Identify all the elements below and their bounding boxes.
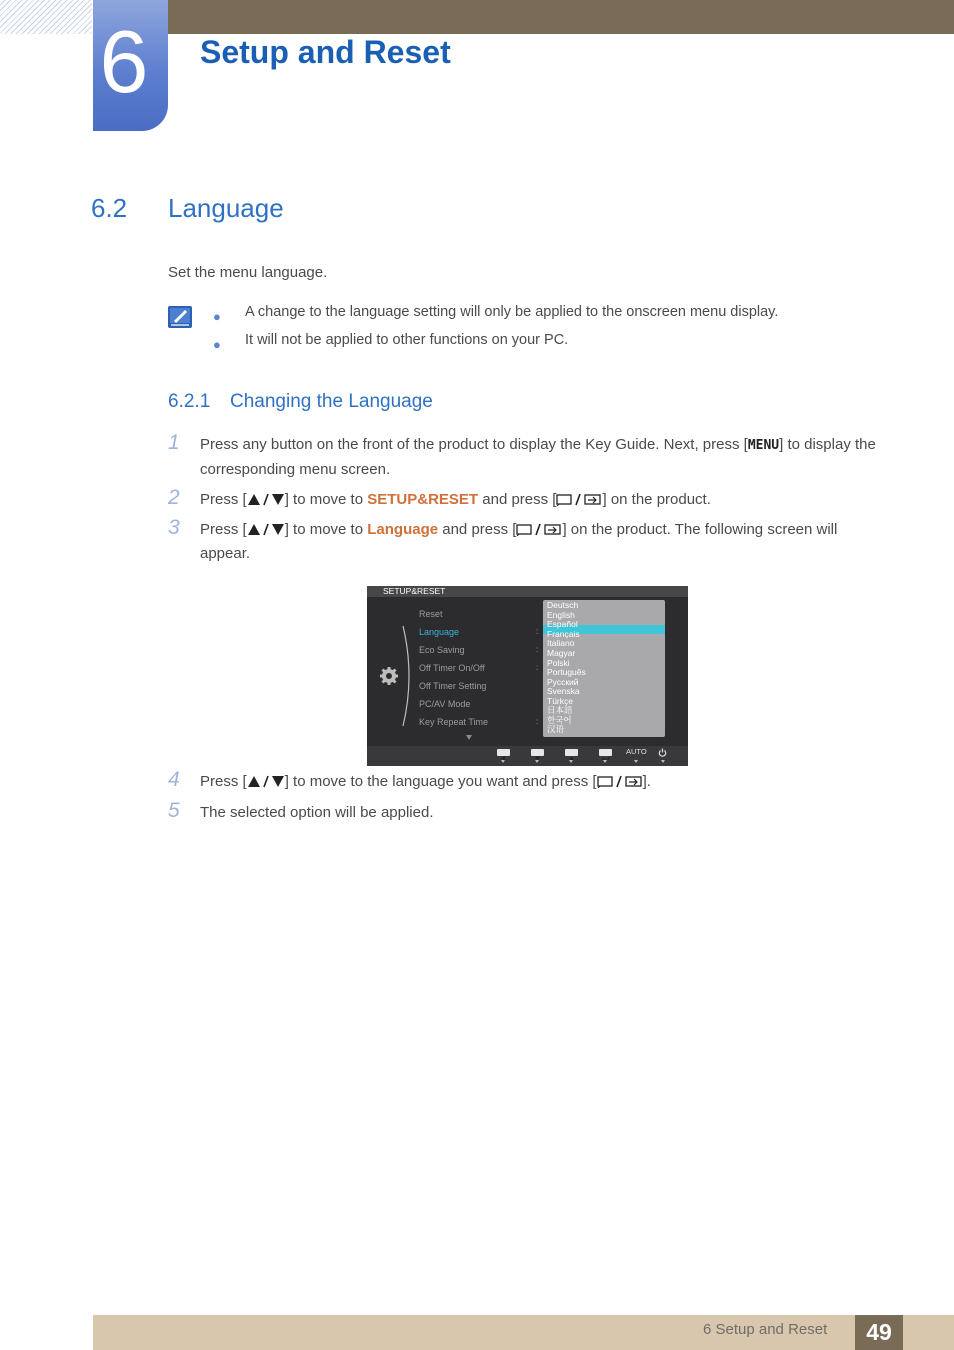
footer-chapter-label: 6 Setup and Reset: [703, 1321, 828, 1338]
osd-item-reset[interactable]: Reset: [419, 609, 443, 619]
scroll-down-icon: [466, 735, 472, 740]
language-option[interactable]: Svenska: [547, 686, 580, 696]
source-enter-icon: [556, 493, 602, 506]
setup-reset-highlight: SETUP&RESET: [367, 491, 479, 508]
osd-colon: :: [536, 663, 539, 672]
subsection-title: Changing the Language: [230, 391, 433, 412]
language-option[interactable]: Português: [547, 667, 586, 677]
language-highlight: Language: [367, 521, 439, 538]
menu-arc-decoration: [401, 624, 415, 728]
step-number: 4: [168, 768, 180, 791]
osd-item-eco-saving[interactable]: Eco Saving: [419, 645, 465, 655]
down-key-icon[interactable]: [531, 749, 544, 756]
up-down-arrow-icon: [247, 775, 285, 788]
language-option[interactable]: 汉语: [547, 724, 565, 734]
subsection-number: 6.2.1: [168, 391, 211, 412]
osd-colon: :: [536, 717, 539, 726]
step-number: 3: [168, 516, 180, 539]
language-option[interactable]: Deutsch: [547, 600, 579, 610]
bullet-dot: ●: [213, 309, 221, 324]
top-bar: [168, 0, 954, 34]
language-option[interactable]: Türkçe: [547, 696, 573, 706]
language-option[interactable]: Magyar: [547, 648, 576, 658]
osd-menu-screen: [367, 586, 688, 766]
source-enter-icon: [597, 775, 643, 788]
enter-key-icon[interactable]: [599, 749, 612, 756]
osd-item-off-timer-onoff[interactable]: Off Timer On/Off: [419, 663, 485, 673]
step-text-4: Press [ ] to move to the language you want and press [ ].: [200, 773, 651, 790]
step-text-2: Press [ ] to move to SETUP&RESET and press [ ] on the product.: [200, 491, 711, 508]
osd-item-off-timer-setting[interactable]: Off Timer Setting: [419, 681, 487, 691]
corner-hatch-decoration: [0, 0, 92, 34]
language-option[interactable]: Polski: [547, 658, 570, 668]
osd-item-pcav-mode[interactable]: PC/AV Mode: [419, 699, 471, 709]
language-option[interactable]: Español: [547, 619, 578, 629]
source-enter-icon: [516, 523, 562, 536]
section-title: Language: [168, 193, 284, 223]
language-option[interactable]: 日本語: [547, 705, 573, 715]
page-number: 49: [866, 1319, 892, 1345]
osd-colon: :: [536, 627, 539, 636]
language-option[interactable]: Italiano: [547, 638, 575, 648]
language-option[interactable]: 한국어: [547, 715, 572, 725]
power-icon[interactable]: [658, 748, 667, 757]
note-text-1: A change to the language setting will only be applied to the onscreen menu display.: [245, 304, 779, 320]
auto-key-label[interactable]: AUTO: [626, 747, 647, 756]
language-option-selected[interactable]: English: [547, 610, 575, 620]
up-key-icon[interactable]: [565, 749, 578, 756]
step-text-5: The selected option will be applied.: [200, 804, 434, 821]
left-key-icon[interactable]: [497, 749, 510, 756]
chapter-number: 6: [99, 12, 149, 111]
osd-item-key-repeat-time[interactable]: Key Repeat Time: [419, 717, 489, 727]
chapter-title: Setup and Reset: [200, 34, 451, 70]
key-pointer-arrows: [367, 759, 688, 765]
bullet-dot: ●: [213, 337, 221, 352]
step-number: 5: [168, 799, 180, 822]
osd-item-language[interactable]: Language: [419, 627, 460, 637]
intro-text: Set the menu language.: [168, 264, 328, 281]
up-down-arrow-icon: [247, 493, 285, 506]
step-text-1: Press any button on the front of the product to display the Key Guide. Next, press [MENU] to display the corresponding menu screen.: [200, 436, 876, 478]
osd-header: SETUP&RESET: [367, 586, 688, 597]
note-text-2: It will not be applied to other functions on your PC.: [245, 332, 569, 348]
menu-key: MENU: [747, 438, 780, 453]
gear-icon: [379, 666, 399, 686]
language-option[interactable]: Français: [547, 629, 580, 639]
section-number: 6.2: [91, 193, 128, 223]
step-number: 2: [168, 486, 180, 509]
step-text-3: Press [ ] to move to Language and press [ ] on the product. The following screen will appear.: [200, 521, 838, 562]
language-option[interactable]: Русский: [547, 677, 579, 687]
language-list: [543, 600, 665, 737]
osd-key-guide: [367, 746, 688, 766]
up-down-arrow-icon: [247, 523, 285, 536]
step-number: 1: [168, 431, 180, 454]
osd-colon: :: [536, 645, 539, 654]
note-icon: [168, 306, 192, 328]
